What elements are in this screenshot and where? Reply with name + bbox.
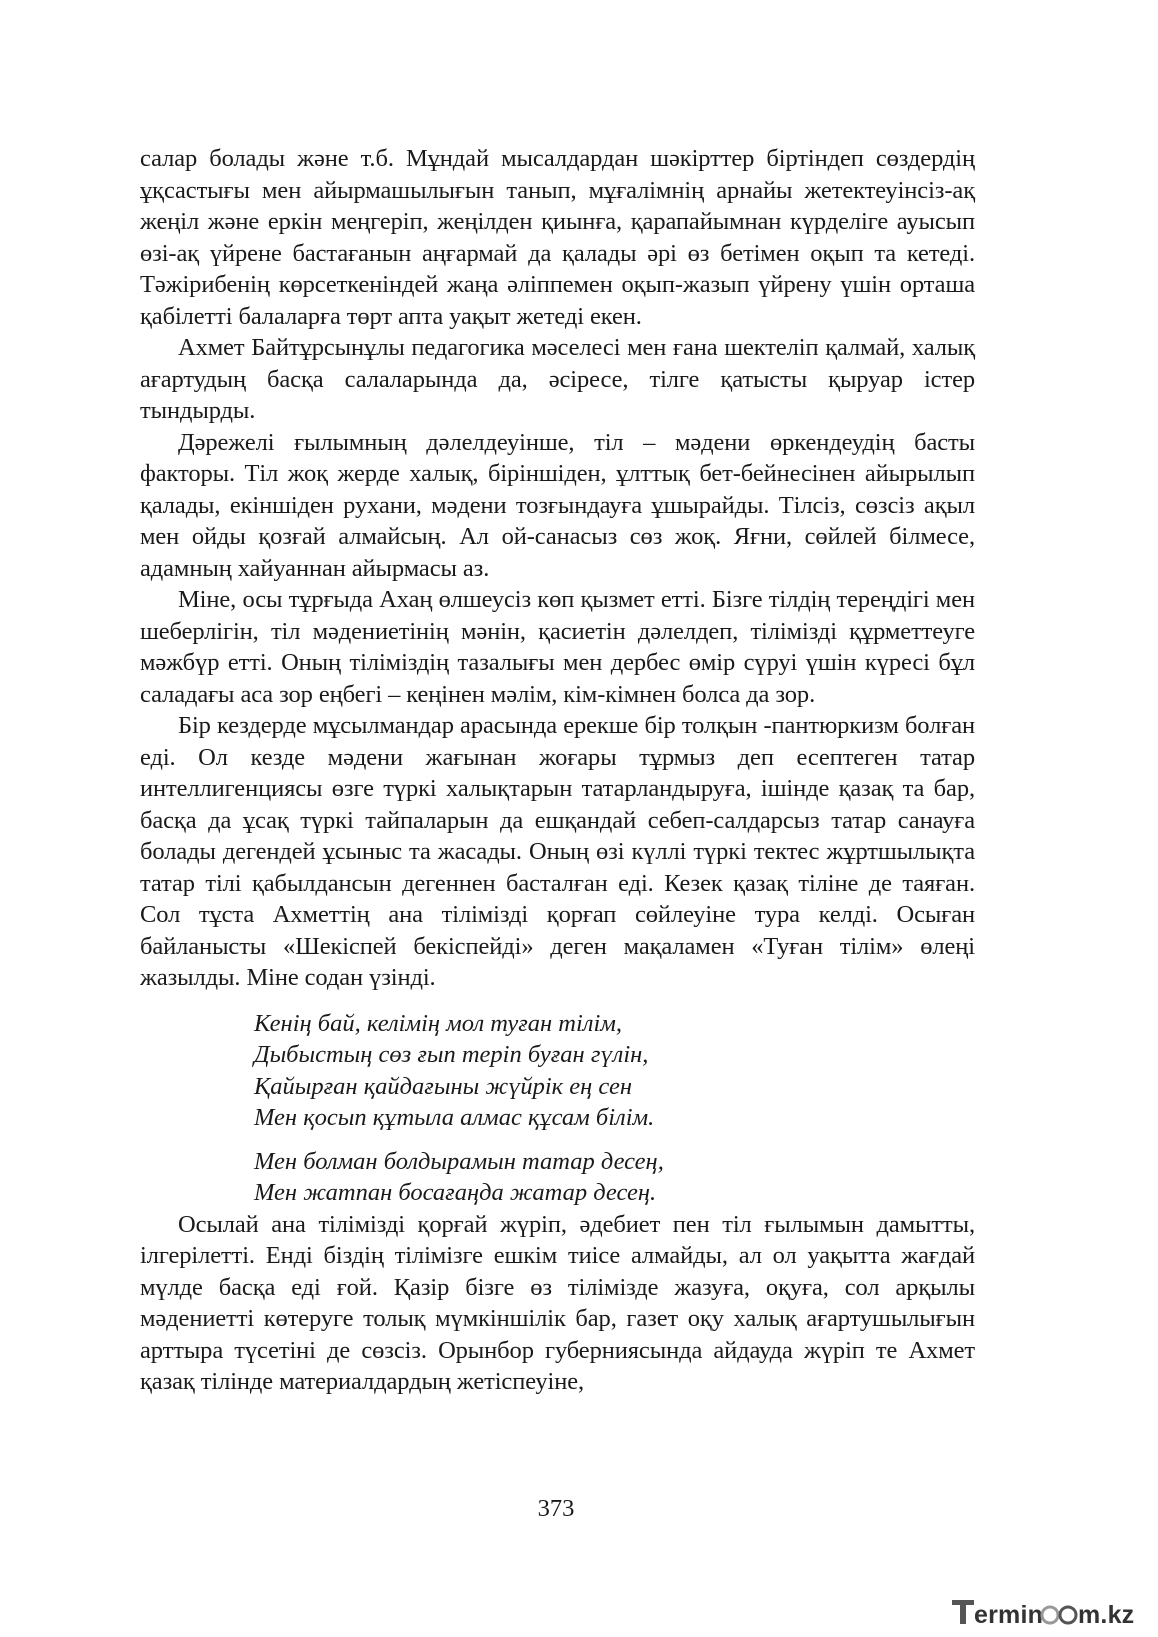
termincom-logo-icon [952, 1594, 1135, 1630]
paragraph: Дәрежелі ғылымның дәлелдеуінше, тіл – мәдени өркендеудің басты факторы. Тіл жоқ жерде халық, біріншіден, ұлттық бет-бейнесінен айырылып қалады, екіншіден рухани, мәдени тозғындауға ұшырайды. Тілсіз, сөзсіз ақыл мен ойды қозғай алмайсың. Ал ой-санасыз сөз жоқ. Яғни, сөйлей білмесе, адамның хайуаннан айырмасы аз. [140, 428, 975, 582]
paragraph: Бір кездерде мұсылмандар арасында ерекше бір толқын -пантюркизм болған еді. Ол кезде мәдени жағынан жоғары тұрмыз деп есептеген татар интеллигенциясы өзге түркі халықтарын татарландыруға, ішінде қазақ та бар, басқа да ұсақ түркі тайпаларын да ешқандай себеп-салдарсыз татар санауға болады дегендей ұсыныс та жасады. Оның өзі күллі түркі тектес жұртшылықта татар тілі қабылдансын дегеннен басталған еді. Кезек қазақ тіліне де таяған. Сол тұста Ахметтің ана тілімізді қорғап сөйлеуіне тура келді. Осыған байланысты «Шекіспей бекіспейді» деген мақаламен «Туған тілім» өлеңі жазылды. Міне содан үзінді. [140, 712, 975, 991]
poem-quote [254, 1008, 975, 1209]
page-number: 373 [537, 1495, 575, 1522]
svg-text:ermin: ermin [974, 1601, 1044, 1629]
poem-line: Мен жатпан босағаңда жатар десең. [254, 1179, 657, 1206]
poem-line: Кенің бай, келімің мол туған тілім, [254, 1009, 623, 1037]
paragraph: Міне, осы тұрғыда Ахаң өлшеусіз көп қызмет етті. Бізге тілдің тереңдігі мен шеберлігін, тіл мәдениетінің мәнін, қасиетін дәлелдеп, тілімізді құрметтеуге мәжбүр етті. Оның тіліміздің тазалығы мен дербес өмір сүруі үшін күресі бұл саладағы аса зор еңбегі – кеңінен мәлім, кім-кімнен болса да зор. [140, 586, 975, 708]
poem-line: Мен болман болдырамын татар десең, [254, 1147, 664, 1175]
watermark-logo [952, 1594, 1135, 1630]
paragraph: Ахмет Байтұрсынұлы педагогика мәселесі мен ғана шектеліп қалмай, халық ағартудың басқа салаларында да, әсіресе, тілге қатысты қыруар істер тындырды. [140, 334, 975, 424]
paragraph: Осылай ана тілімізді қорғай жүріп, әдебиет пен тіл ғылымын дамытты, ілгерілетті. Енді біздің тілімізге ешкім тиісе алмайды, ал ол уақытта жағдай мүлде басқа еді ғой. Қазір бізге өз тілімізде жазуға, оқуға, сол арқылы мәдениетті көтеруге толық мүмкіншілік бар, газет оқу халық ағартушылығын арттыра түсетіні де сөзсіз. Орынбор губерниясында айдауда жүріп те Ахмет қазақ тілінде материалдардың жетіспеуіне, [140, 1210, 975, 1395]
svg-text:m.kz: m.kz [1078, 1601, 1135, 1629]
page-body [140, 143, 975, 1398]
poem-line: Мен қосып құтыла алмас құсам білім. [254, 1104, 655, 1131]
poem-stanza [254, 1008, 975, 1134]
paragraph: салар болады және т.б. Мұндай мысалдардан шәкірттер біртіндеп сөздердің ұқсастығы мен айырмашылығын танып, мұғалімнің арнайы жетектеуінсіз-ақ жеңіл және еркін меңгеріп, жеңілден қиынға, қарапайымнан күрделіге ауысып өзі-ақ үйрене бастағанын аңғармай да қалады әрі өз бетімен оқып та кетеді. Тәжірибенің көрсеткеніндей жаңа әліппемен оқып-жазып үйрену үшін орташа қабілетті балаларға төрт апта уақыт жетеді екен. [140, 145, 975, 330]
poem-line: Қайырған қайдағыны жүйрік ең сен [254, 1072, 632, 1100]
poem-stanza [254, 1146, 975, 1209]
poem-line: Дыбыстың сөз ғып теріп буған гүлін, [254, 1041, 649, 1068]
